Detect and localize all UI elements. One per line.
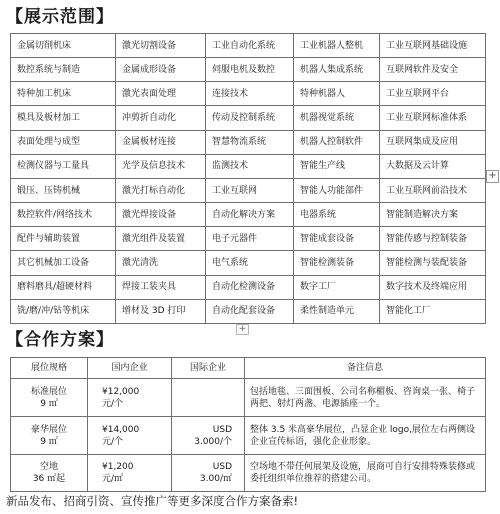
exhibit-category-cell: 增材及 3D 打印 — [116, 299, 206, 323]
domestic-unit: 元/个 — [102, 436, 124, 447]
exhibit-category-cell: 智能检测装备 — [294, 251, 380, 275]
exhibit-category-cell: 智能化工厂 — [380, 299, 486, 323]
exhibit-category-cell: 智能人功能部件 — [294, 178, 380, 202]
exhibit-category-cell: 大数据及云计算 — [380, 154, 486, 178]
exhibit-category-cell: 焊接工装夹具 — [116, 275, 206, 299]
exhibit-category-cell: 磨料磨具/超硬材料 — [11, 275, 116, 299]
exhibit-category-cell: 金属成形设备 — [116, 58, 206, 82]
booth-area: 9 ㎡ — [40, 436, 58, 447]
exhibit-category-cell: 智能制造解决方案 — [380, 203, 486, 227]
table-row — [11, 251, 486, 275]
domestic-price: ¥12,000 — [102, 386, 140, 397]
table-row-standard-booth — [11, 379, 486, 417]
domestic-price: ¥14,000 — [102, 424, 140, 435]
table-row — [11, 130, 486, 154]
exhibit-category-cell: 工业互联网 — [206, 178, 294, 202]
exhibit-category-cell: 特种机器人 — [294, 82, 380, 106]
exhibit-category-cell: 自动化检测设备 — [206, 275, 294, 299]
domestic-price: ¥1,200 — [102, 462, 134, 472]
exhibit-category-cell: 机器视觉系统 — [294, 106, 380, 130]
domestic-unit: 元/㎡ — [102, 474, 124, 484]
exhibit-category-cell: 激光打标自动化 — [116, 178, 206, 202]
header-booth-spec: 展位规格 — [11, 358, 88, 379]
exhibit-category-cell: 工业互联网标准体系 — [380, 106, 486, 130]
exhibit-category-cell: 表面处理与成型 — [11, 130, 116, 154]
exhibit-category-cell: 激光焊接设备 — [116, 203, 206, 227]
intl-unit: 3.000/个 — [194, 436, 232, 447]
exhibit-category-cell: 数字工厂 — [294, 275, 380, 299]
booth-area: 36 ㎡起 — [32, 474, 66, 484]
exhibit-category-cell: 柔性制造单元 — [294, 299, 380, 323]
booth-area: 9 ㎡ — [40, 398, 58, 409]
exhibit-category-cell: 激光清洗 — [116, 251, 206, 275]
exhibit-category-cell: 连接技术 — [206, 82, 294, 106]
exhibit-category-cell: 自动化解决方案 — [206, 203, 294, 227]
exhibit-category-cell: 电子元器件 — [206, 227, 294, 251]
exhibit-category-cell: 传动及控制系统 — [206, 106, 294, 130]
table-row — [11, 275, 486, 299]
exhibit-category-cell: 监测技术 — [206, 154, 294, 178]
exhibit-category-cell: 互联网集成及应用 — [380, 130, 486, 154]
exhibit-category-cell: 金属板材连接 — [116, 130, 206, 154]
exhibit-category-cell: 其它机械加工设备 — [11, 251, 116, 275]
exhibit-category-cell: 检测仪器与工量具 — [11, 154, 116, 178]
booth-spec: 空地 — [39, 462, 58, 472]
table-row-luxury-booth — [11, 417, 486, 455]
exhibit-category-cell: 伺服电机及数控 — [206, 58, 294, 82]
header-notes: 备注信息 — [245, 358, 486, 379]
exhibit-category-cell: 锻压、压铸机械 — [11, 178, 116, 202]
exhibit-category-cell: 工业互联网基础设施 — [380, 34, 486, 58]
table-row — [11, 34, 486, 58]
section-title-exhibit-scope: 【展示范围】 — [6, 7, 114, 27]
table-row — [11, 154, 486, 178]
header-international: 国际企业 — [172, 358, 245, 379]
exhibit-category-cell: 光学及信息技术 — [116, 154, 206, 178]
intl-unit: 3.00/㎡ — [199, 474, 232, 484]
exhibit-category-cell: 工业自动化系统 — [206, 34, 294, 58]
header-domestic: 国内企业 — [88, 358, 172, 379]
table-add-column-handle[interactable]: + — [486, 170, 499, 183]
exhibit-category-cell: 机器人集成系统 — [294, 58, 380, 82]
exhibit-category-cell: 自动化配套设备 — [206, 299, 294, 323]
exhibit-category-cell: 激光切割设备 — [116, 34, 206, 58]
exhibit-category-cell: 工业互联网平台 — [380, 82, 486, 106]
section-title-cooperation: 【合作方案】 — [6, 330, 114, 350]
exhibit-category-cell: 铣/磨/冲/钻等机床 — [11, 299, 116, 323]
exhibit-category-cell: 数字技术及终端应用 — [380, 275, 486, 299]
booth-spec: 豪华展位 — [30, 424, 67, 435]
footer-note: 新品发布、招商引资、宣传推广等更多深度合作方案备索! — [6, 494, 299, 508]
exhibit-category-cell: 智能生产线 — [294, 154, 380, 178]
cooperation-header-row — [11, 358, 486, 379]
exhibit-category-cell: 智慧物流系统 — [206, 130, 294, 154]
exhibit-category-cell: 数控系统与制造 — [11, 58, 116, 82]
exhibit-category-cell: 模具及板材加工 — [11, 106, 116, 130]
table-row — [11, 178, 486, 202]
intl-price: USD — [212, 424, 232, 435]
table-row — [11, 227, 486, 251]
table-move-handle[interactable]: + — [236, 324, 249, 335]
exhibit-category-cell: 激光组件及装置 — [116, 227, 206, 251]
table-row — [11, 106, 486, 130]
booth-spec: 标准展位 — [30, 386, 67, 397]
exhibit-category-cell: 配件与辅助装置 — [11, 227, 116, 251]
exhibit-category-cell: 机器人控制软件 — [294, 130, 380, 154]
domestic-unit: 元/个 — [102, 398, 124, 409]
exhibit-category-cell: 金属切削机床 — [11, 34, 116, 58]
exhibit-category-cell: 工业互联网前沿技术 — [380, 178, 486, 202]
exhibit-category-cell: 互联网软件及安全 — [380, 58, 486, 82]
exhibit-category-cell: 电器系统 — [294, 203, 380, 227]
table-row — [11, 299, 486, 323]
table-row — [11, 203, 486, 227]
table-row-open-space — [11, 455, 486, 492]
booth-note: 空场地不带任何展架及设施，展商可自行安排特殊装修或委托组织单位推荐的搭建公司。 — [245, 455, 486, 492]
exhibit-category-cell: 工业机器人整机 — [294, 34, 380, 58]
exhibit-category-cell: 激光表面处理 — [116, 82, 206, 106]
exhibit-category-cell: 特种加工机床 — [11, 82, 116, 106]
exhibit-category-cell: 冲剪折自动化 — [116, 106, 206, 130]
booth-note: 包括地毯、三面围板、公司名称楣板、咨询桌一张、椅子两把、射灯两盏、电源插座一个。 — [245, 379, 486, 417]
exhibit-scope-table — [10, 33, 486, 324]
exhibit-category-cell: 数控软件/网络技术 — [11, 203, 116, 227]
exhibit-category-cell: 智能传感与控制装备 — [380, 227, 486, 251]
exhibit-category-cell: 电气系统 — [206, 251, 294, 275]
cooperation-table — [10, 357, 486, 492]
exhibit-category-cell: 智能成套设备 — [294, 227, 380, 251]
exhibit-category-cell: 智能检测与装配装备 — [380, 251, 486, 275]
table-row — [11, 82, 486, 106]
intl-price: USD — [212, 462, 232, 472]
booth-note: 整体 3.5 米高豪华展位，凸显企业 logo,展位左右两侧设企业宣传标语，强化企业形象。 — [245, 417, 486, 455]
table-row — [11, 58, 486, 82]
